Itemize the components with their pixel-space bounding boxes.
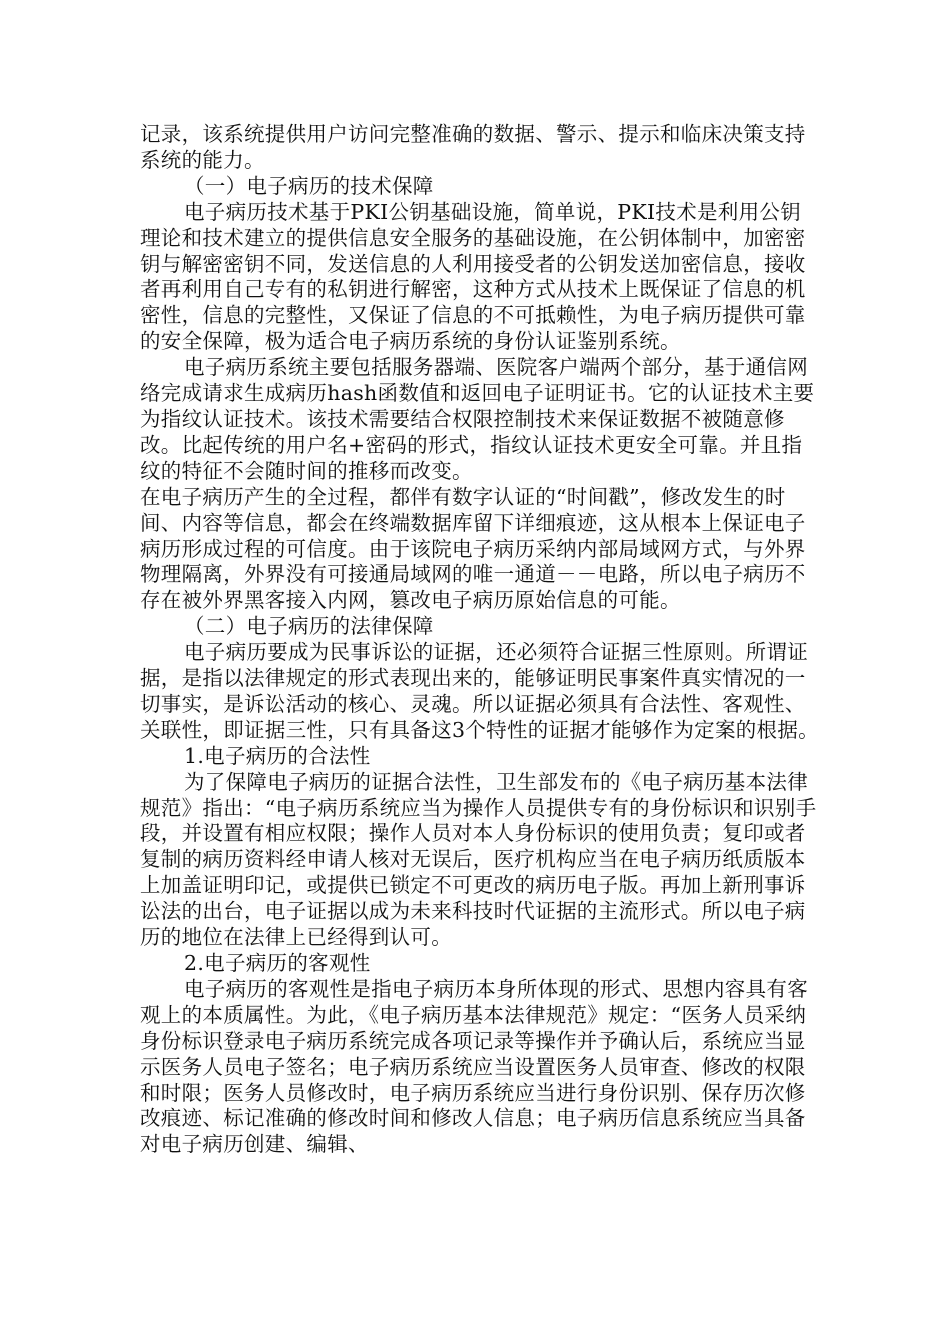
section-heading-technical: （一）电子病历的技术保障 — [184, 173, 434, 198]
document-body — [140, 122, 820, 1158]
section-heading-legal: （二）电子病历的法律保障 — [184, 614, 434, 639]
paragraph-pki: 电子病历技术基于PKI公钥基础设施，简单说，PKI技术是利用公钥理论和技术建立的提供信息安全服务的基础设施，在公钥体制中，加密密钥与解密密钥不同，发送信息的人利用接受者的公钥发送加密信息，接收者再利用自己专有的私钥进行解密，这种方式从技术上既保证了信息的机密性，信息的完整性，又保证了信息的不可抵赖性，为电子病历提供可靠的安全保障，极为适合电子病历系统的身份认证鉴别系统。 — [140, 199, 806, 354]
paragraph-continuation: 记录，该系统提供用户访问完整准确的数据、警示、提示和临床决策支持系统的能力。 — [140, 122, 806, 172]
paragraph-legality: 为了保障电子病历的证据合法性，卫生部发布的《电子病历基本法律规范》指出：“电子病历系统应当为操作人员提供专有的身份标识和识别手段，并设置有相应权限；操作人员对本人身份标识的使用负责；复印或者复制的病历资料经申请人核对无误后，医疗机构应当在电子病历纸质版本上加盖证明印记，或提供已锁定不可更改的病历电子版。再加上新刑事诉讼法的出台，电子证据以成为未来科技时代证据的主流形式。所以电子病历的地位在法律上已经得到认可。 — [140, 769, 817, 950]
subheading-legality: 1.电子病历的合法性 — [184, 743, 371, 768]
subheading-objectivity: 2.电子病历的客观性 — [184, 951, 371, 975]
paragraph-system-components: 电子病历系统主要包括服务器端、医院客户端两个部分，基于通信网络完成请求生成病历hash函数值和返回电子证明证书。它的认证技术主要为指纹认证技术。该技术需要结合权限控制技术来保证数据不被随意修改。比起传统的用户名+密码的形式，指纹认证技术更安全可靠。并且指纹的特征不会随时间的推移而改变。 — [140, 355, 815, 483]
paragraph-objectivity: 电子病历的客观性是指电子病历本身所体现的形式、思想内容具有客观上的本质属性。为此，《电子病历基本法律规范》规定：“医务人员采纳身份标识登录电子病历系统完成各项记录等操作并予确认后，系统应当显示医务人员电子签名；电子病历系统应当设置医务人员审查、修改的权限和时限；医务人员修改时，电子病历系统应当进行身份识别、保存历次修改痕迹、标记准确的修改时间和修改人信息；电子病历信息系统应当具备对电子病历创建、编辑、 — [140, 976, 808, 1157]
paragraph-evidence: 电子病历要成为民事诉讼的证据，还必须符合证据三性原则。所谓证据，是指以法律规定的形式表现出来的，能够证明民事案件真实情况的一切事实，是诉讼活动的核心、灵魂。所以证据必须具有合法性、客观性、关联性，即证据三性，只有具备这3个特性的证据才能够作为定案的根据。 — [140, 640, 819, 742]
paragraph-timestamp: 在电子病历产生的全过程，都伴有数字认证的“时间戳”，修改发生的时间、内容等信息，都会在终端数据库留下详细痕迹，这从根本上保证电子病历形成过程的可信度。由于该院电子病历采纳内部局域网方式，与外界物理隔离，外界没有可接通局域网的唯一通道－－电路，所以电子病历不存在被外界黑客接入内网，篡改电子病历原始信息的可能。 — [140, 484, 806, 613]
